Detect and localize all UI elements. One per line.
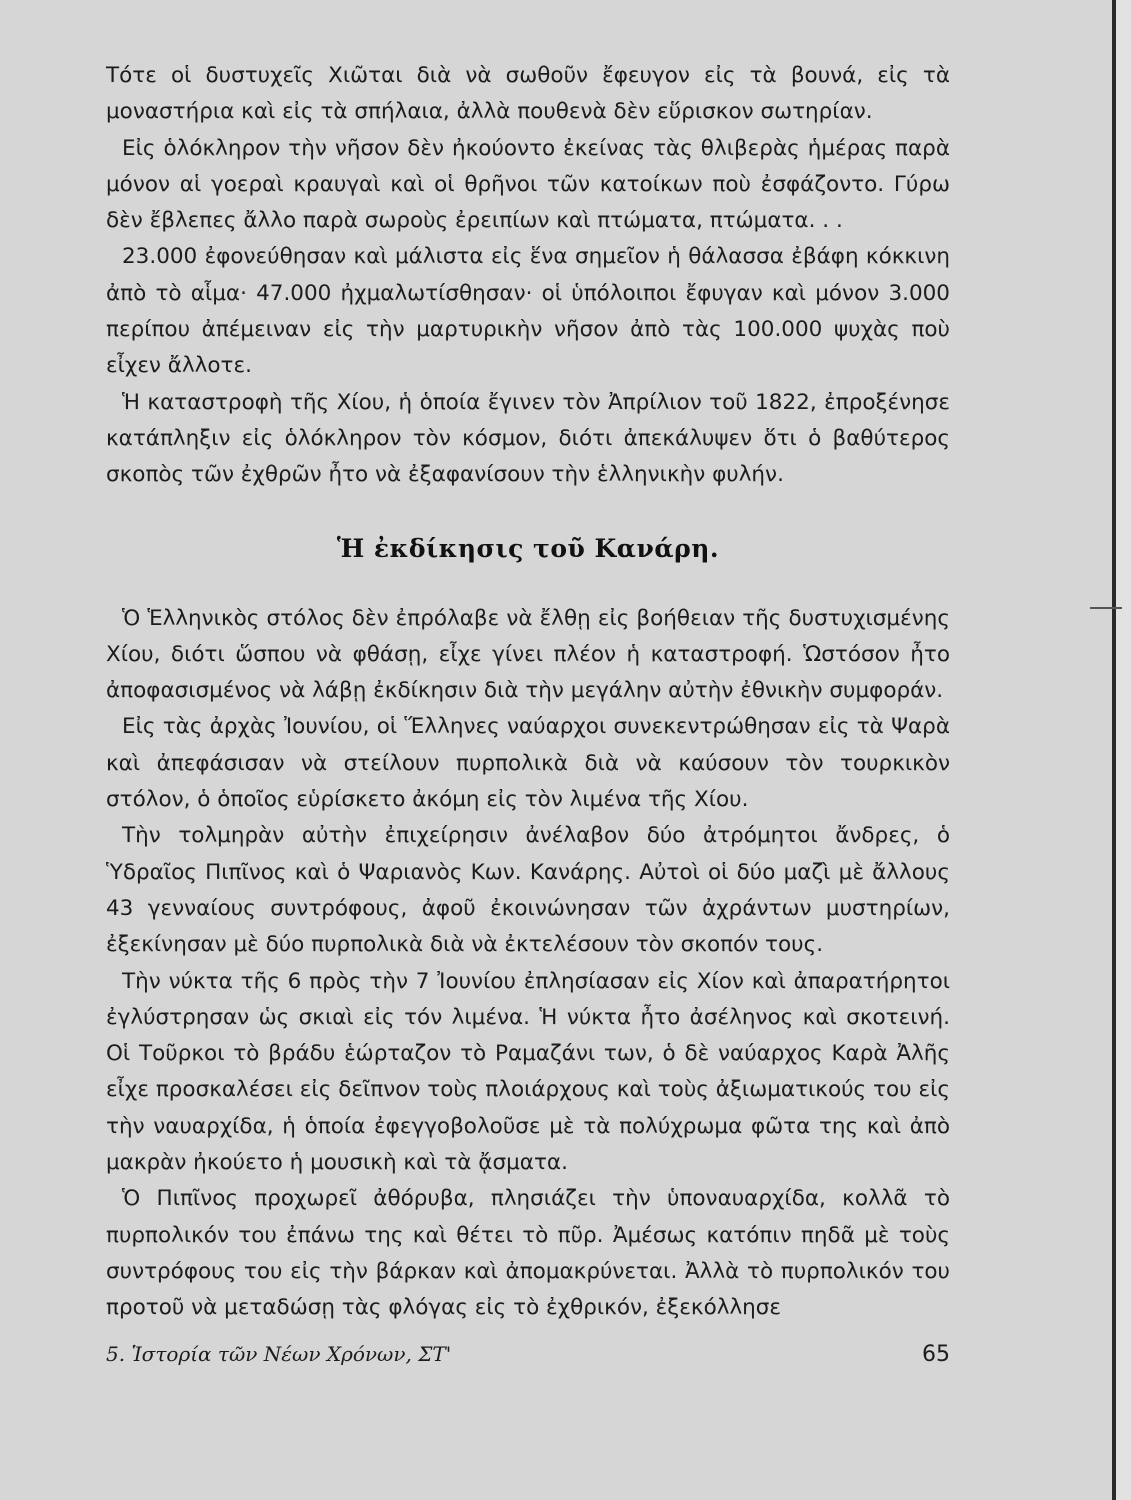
paragraph-7: Τὴν τολμηρὰν αὐτὴν ἐπιχείρησιν ἀνέλαβον δύο ἀτρόμητοι ἄνδρες, ὁ Ὑδραῖος Πιπῖνος καὶ ὁ Ψαριανὸς Κων. Κανάρης. Αὐτοὶ οἱ δύο μαζὶ μὲ ἄλλους 43 γενναίους συντρόφους, ἀφοῦ ἐκοινώνησαν τῶν ἀχράντων μυστηρίων, ἐξεκίνησαν μὲ δύο πυρπολικὰ διὰ νὰ ἐκτελέσουν τὸν σκοπόν τους. [106,823,950,958]
paragraph-3: 23.000 ἐφονεύθησαν καὶ μάλιστα εἰς ἕνα σημεῖον ἡ θάλασσα ἐβάφη κόκκινη ἀπὸ τὸ αἷμα· 47.000 ἠχμαλωτίσθησαν· οἱ ὑπόλοιποι ἔφυγαν καὶ μόνον 3.000 περίπου ἀπέμειναν εἰς τὴν μαρτυρικὴν νῆσον ἀπὸ τὰς 100.000 ψυχὰς ποὺ εἶχεν ἄλλοτε. [106,244,950,379]
paragraph-2: Εἰς ὁλόκληρον τὴν νῆσον δὲν ἠκούοντο ἐκείνας τὰς θλιβερὰς ἡμέρας παρὰ μόνον αἱ γοεραὶ κραυγαὶ καὶ οἱ θρῆνοι τῶν κατοίκων ποὺ ἐσφάζοντο. Γύρω δὲν ἔβλεπες ἄλλο παρὰ σωροὺς ἐρειπίων καὶ πτώματα, πτώματα. . . [106,135,950,234]
paragraph-1: Τότε οἱ δυστυχεῖς Χιῶται διὰ νὰ σωθοῦν ἔφευγον εἰς τὰ βουνά, εἰς τὰ μοναστήρια καὶ εἰς τὰ σπήλαια, ἀλλὰ πουθενὰ δὲν εὕρισκον σωτηρίαν. [106,63,950,125]
page-body [106,58,950,1327]
section-heading: Ἡ ἐκδίκησις τοῦ Κανάρη. [336,533,720,563]
paragraph-4: Ἡ καταστροφὴ τῆς Χίου, ἡ ὁποία ἔγινεν τὸν Ἀπρίλιον τοῦ 1822, ἐπροξένησε κατάπληξιν εἰς ὁλόκληρον τὸν κόσμον, διότι ἀπεκάλυψεν ὅτι ὁ βαθύτερος σκοπὸς τῶν ἐχθρῶν ἦτο νὰ ἐξαφανίσουν τὴν ἑλληνικὴν φυλήν. [106,389,950,488]
paragraph-9: Ὁ Πιπῖνος προχωρεῖ ἀθόρυβα, πλησιάζει τὴν ὑποναυαρχίδα, κολλᾶ τὸ πυρπολικόν του ἐπάνω της καὶ θέτει τὸ πῦρ. Ἀμέσως κατόπιν πηδᾶ μὲ τοὺς συντρόφους του εἰς τὴν βάρκαν καὶ ἀπομακρύνεται. Ἀλλὰ τὸ πυρπολικόν του προτοῦ νὰ μεταδώσῃ τὰς φλόγας εἰς τὸ ἐχθρικόν, ἐξεκόλλησε [106,1186,950,1321]
page-edge-margin [1116,0,1131,1500]
paragraph-6: Εἰς τὰς ἀρχὰς Ἰουνίου, οἱ Ἕλληνες ναύαρχοι συνεκεντρώθησαν εἰς τὰ Ψαρὰ καὶ ἀπεφάσισαν νὰ στείλουν πυρπολικὰ διὰ νὰ καύσουν τὸν τουρκικὸν στόλον, ὁ ὁποῖος εὑρίσκετο ἀκόμη εἰς τὸν λιμένα τῆς Χίου. [106,714,950,813]
paragraph-8: Τὴν νύκτα τῆς 6 πρὸς τὴν 7 Ἰουνίου ἐπλησίασαν εἰς Χίον καὶ ἀπαρατήρητοι ἐγλύστρησαν ὡς σκιαὶ εἰς τόν λιμένα. Ἡ νύκτα ἦτο ἀσέληνος καὶ σκοτεινή. Οἱ Τοῦρκοι τὸ βράδυ ἑώρταζον τὸ Ραμαζάνι των, ὁ δὲ ναύαρχος Καρὰ Ἀλῆς εἶχε προσκαλέσει εἰς δεῖπνον τοὺς πλοιάρχους καὶ τοὺς ἀξιωματικούς του εἰς τὴν ναυαρχίδα, ἡ ὁποία ἐφεγγοβολοῦσε μὲ τὰ πολύχρωμα φῶτα της καὶ ἀπὸ μακρὰν ἠκούετο ἡ μουσικὴ καὶ τὰ ᾄσματα. [106,968,950,1176]
margin-mark [1090,607,1122,609]
page-number: 65 [922,1342,950,1367]
paragraph-5: Ὁ Ἑλληνικὸς στόλος δὲν ἐπρόλαβε νὰ ἔλθῃ εἰς βοήθειαν τῆς δυστυχισμένης Χίου, διότι ὥσπου νὰ φθάσῃ, εἶχε γίνει πλέον ἡ καταστροφή. Ὡστόσον ἦτο ἀποφασισμένος νὰ λάβῃ ἐκδίκησιν διὰ τὴν μεγάλην αὐτὴν ἐθνικὴν συμφοράν. [106,605,950,704]
page-footer [106,1342,950,1367]
footer-signature-note: 5. Ἱστορία τῶν Νέων Χρόνων, ΣΤ' [106,1342,452,1366]
